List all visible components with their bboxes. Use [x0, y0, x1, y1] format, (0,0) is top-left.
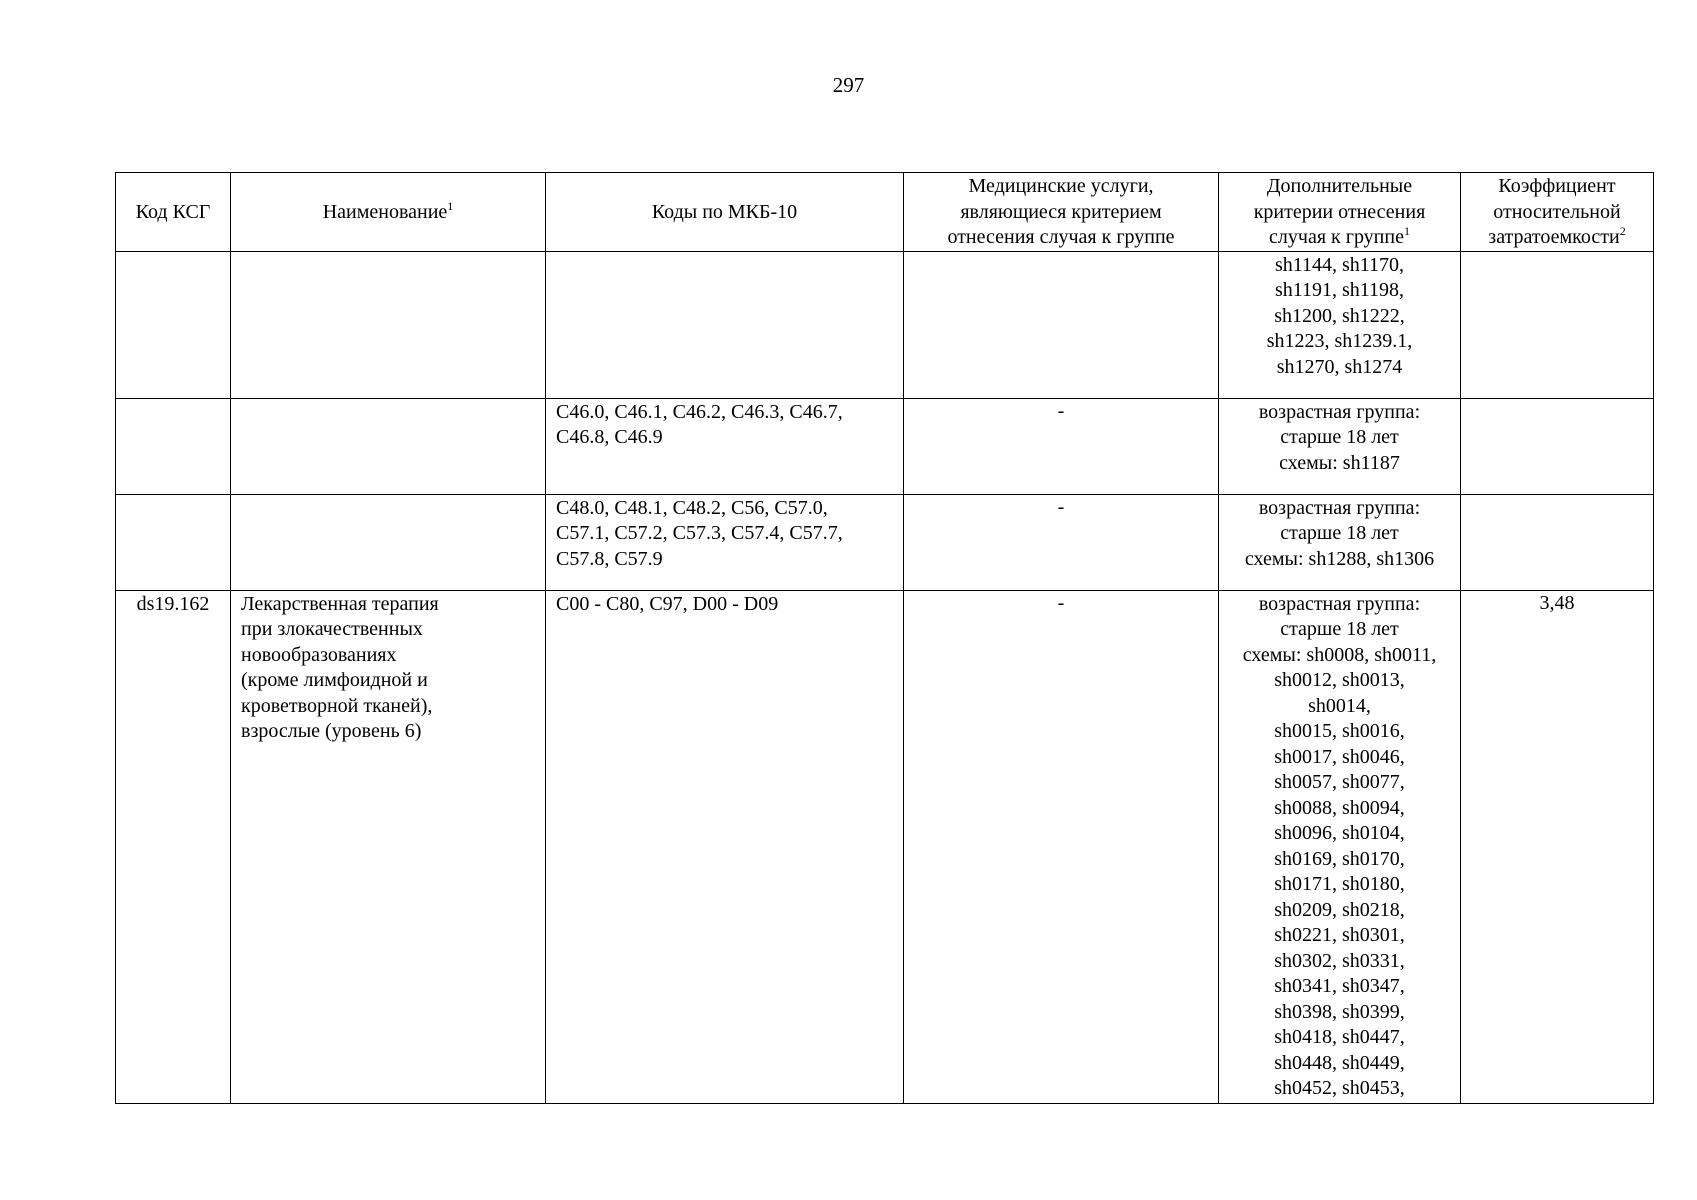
cell-criteria [1219, 590, 1461, 1103]
cell-criteria-line: возрастная группа: [1258, 592, 1421, 615]
cell-code [116, 494, 231, 590]
table-row [116, 590, 1654, 1103]
cell-name-line: новообразованиях [241, 643, 397, 666]
cell-criteria-line: sh0398, sh0399, [1274, 1000, 1405, 1023]
cell-mkb-codes-line: C46.8, C46.9 [556, 426, 663, 448]
cell-name [231, 251, 546, 398]
cell-criteria-line: sh0418, sh0447, [1274, 1026, 1405, 1048]
cell-services [904, 251, 1219, 398]
footnote-marker: 1 [1403, 224, 1410, 238]
ksg-table [115, 172, 1654, 1104]
cell-mkb-codes [546, 494, 904, 590]
cell-criteria-line: схемы: sh0008, sh0011, [1242, 643, 1437, 666]
cell-criteria-line: sh0209, sh0218, [1274, 898, 1405, 921]
cell-criteria [1219, 494, 1461, 590]
header-mkb: Коды по МКБ-10 [546, 173, 904, 252]
footnote-marker: 2 [1619, 224, 1626, 238]
cell-criteria-line: sh0448, sh0449, [1274, 1051, 1405, 1074]
cell-name-line: взрослые (уровень 6) [241, 720, 422, 742]
cell-mkb-codes-line: C57.8, C57.9 [556, 547, 663, 570]
cell-criteria-line: sh0341, sh0347, [1274, 975, 1405, 997]
cell-coefficient [1461, 398, 1654, 494]
cell-criteria [1219, 251, 1461, 398]
cell-mkb-codes [546, 251, 904, 398]
cell-criteria-line: sh0012, sh0013, [1274, 669, 1405, 691]
cell-name-line: при злокачественных [241, 618, 423, 640]
cell-services: - [904, 494, 1219, 590]
cell-criteria-line: возрастная группа: [1258, 400, 1421, 423]
cell-name [231, 398, 546, 494]
cell-criteria-line: sh0096, sh0104, [1274, 822, 1405, 844]
cell-criteria-line: sh1200, sh1222, [1274, 304, 1405, 327]
cell-criteria-line: возрастная группа: [1258, 496, 1421, 519]
cell-criteria-line: схемы: sh1288, sh1306 [1244, 547, 1435, 570]
cell-criteria-line: sh0171, sh0180, [1274, 873, 1405, 895]
cell-criteria-line: sh0017, sh0046, [1274, 745, 1405, 768]
header-coef: Коэффициент относительной затратоемкости$^2$ [1461, 173, 1654, 252]
footnote-marker: 1 [447, 198, 454, 213]
cell-criteria-line: старше 18 лет [1280, 618, 1399, 640]
cell-mkb-codes-line: C46.0, C46.1, C46.2, C46.3, C46.7, [556, 400, 843, 423]
cell-mkb-codes-line: C00 - C80, C97, D00 - D09 [556, 592, 779, 615]
cell-criteria-line: sh0088, sh0094, [1274, 796, 1405, 819]
cell-criteria-line: sh0057, sh0077, [1274, 771, 1405, 793]
header-name: Наименование$^1$ [231, 173, 546, 252]
cell-criteria-line: sh1223, sh1239.1, [1266, 330, 1413, 352]
header-criteria: Дополнительные критерии отнесения случая к группе$^1$ [1219, 173, 1461, 252]
page-number: 297 [832, 73, 865, 97]
cell-code [116, 251, 231, 398]
header-code: Код КСГ [116, 173, 231, 252]
cell-criteria-line: sh0452, sh0453, [1274, 1077, 1405, 1099]
cell-mkb-codes [546, 398, 904, 494]
header-services: Медицинские услуги, являющиеся критерием отнесения случая к группе [904, 173, 1219, 252]
cell-criteria-line: sh0221, sh0301, [1274, 924, 1405, 946]
cell-name [231, 590, 546, 1103]
cell-criteria-line: sh0014, [1308, 694, 1371, 717]
cell-name-line: кроветворной тканей), [241, 694, 433, 717]
cell-coefficient [1461, 494, 1654, 590]
cell-criteria-line: sh1191, sh1198, [1274, 279, 1405, 301]
table-header-row [116, 173, 1654, 252]
cell-criteria-line: sh0169, sh0170, [1274, 847, 1405, 870]
cell-coefficient [1461, 251, 1654, 398]
cell-mkb-codes-line: C48.0, C48.1, C48.2, C56, C57.0, [556, 496, 828, 519]
cell-services: - [904, 590, 1219, 1103]
cell-coefficient: 3,48 [1461, 590, 1654, 1103]
cell-mkb-codes-line: C57.1, C57.2, C57.3, C57.4, C57.7, [556, 522, 843, 544]
cell-criteria-line: старше 18 лет [1280, 426, 1399, 448]
cell-criteria-line: старше 18 лет [1280, 522, 1399, 544]
cell-criteria-line: схемы: sh1187 [1279, 451, 1400, 474]
cell-name-line: (кроме лимфоидной и [241, 669, 428, 691]
table-row [116, 494, 1654, 590]
cell-services: - [904, 398, 1219, 494]
cell-criteria [1219, 398, 1461, 494]
table-row [116, 251, 1654, 398]
cell-name [231, 494, 546, 590]
cell-criteria-line: sh0302, sh0331, [1274, 949, 1405, 972]
cell-name-line: Лекарственная терапия [241, 592, 439, 615]
cell-mkb-codes [546, 590, 904, 1103]
table-row [116, 398, 1654, 494]
cell-criteria-line: sh0015, sh0016, [1274, 720, 1405, 742]
cell-criteria-line: sh1270, sh1274 [1276, 355, 1403, 378]
cell-criteria-line: sh1144, sh1170, [1274, 253, 1405, 276]
cell-code: ds19.162 [116, 590, 231, 1103]
cell-code [116, 398, 231, 494]
